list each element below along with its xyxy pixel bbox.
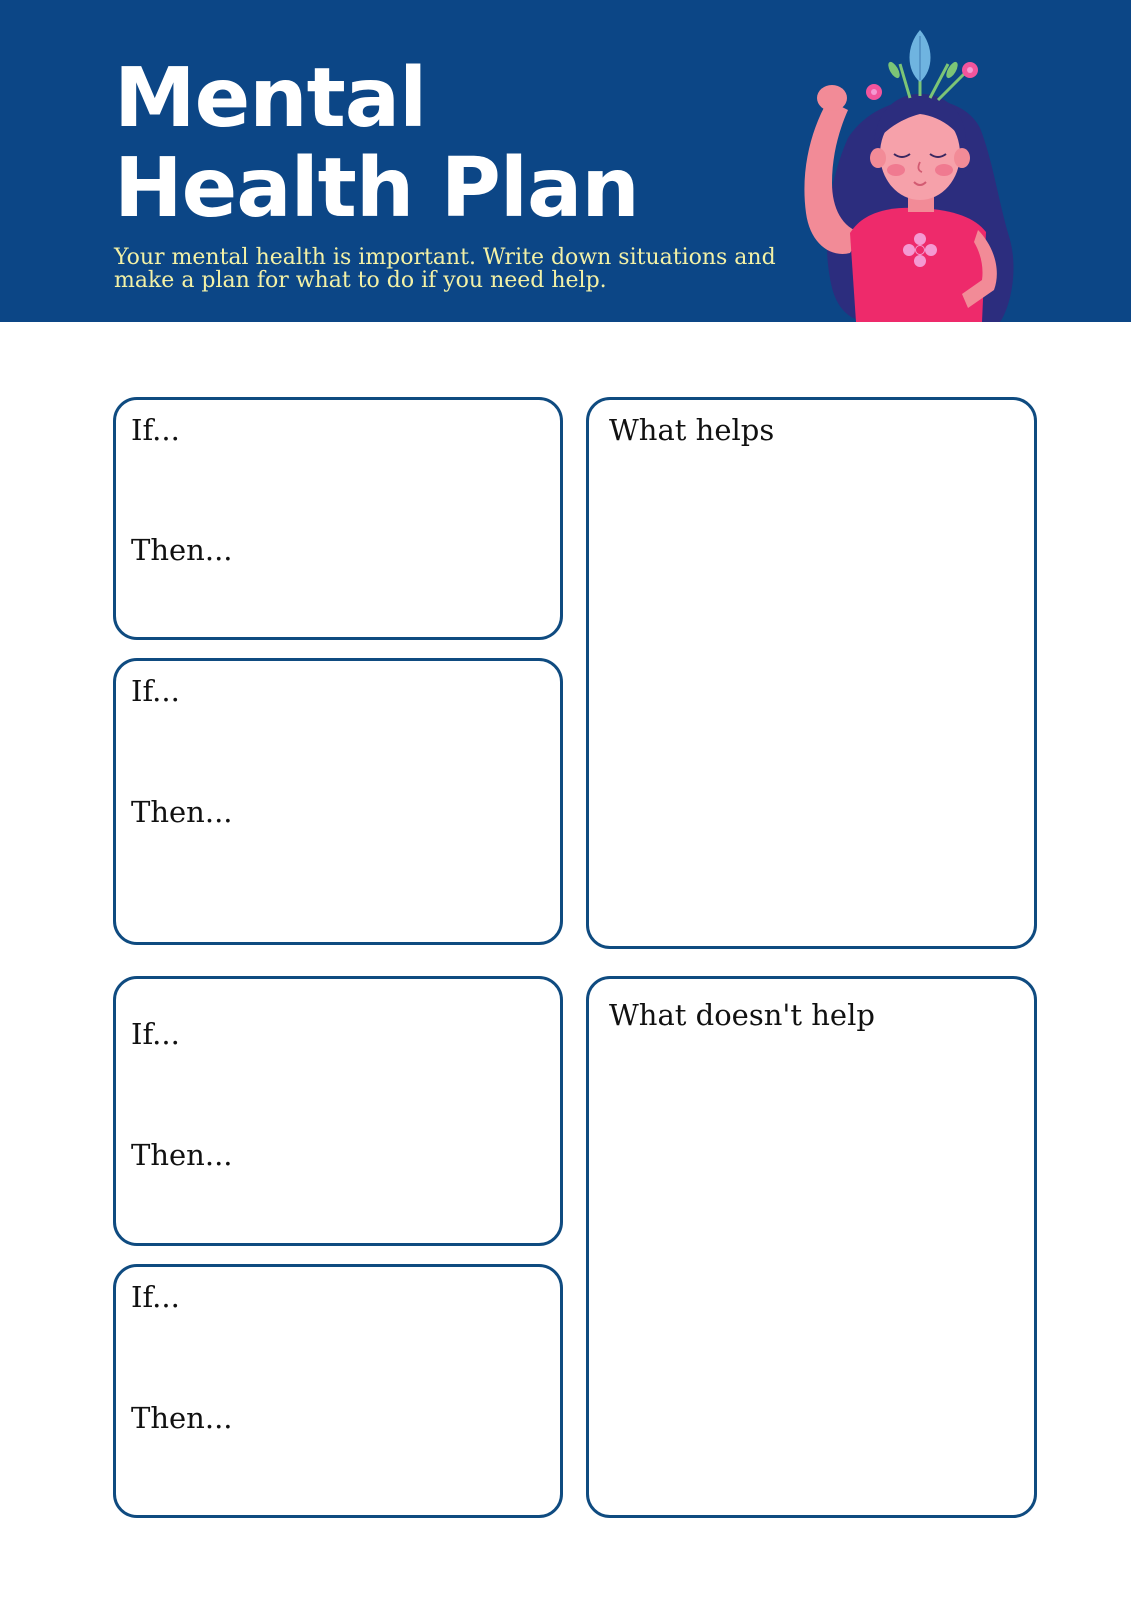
if-label: If... xyxy=(131,1280,180,1314)
page-subtitle: Your mental health is important. Write down situations and make a plan for what to do if you need help. xyxy=(114,245,776,293)
then-label: Then... xyxy=(131,1138,233,1172)
then-label: Then... xyxy=(131,533,233,567)
title-line-2: Health Plan xyxy=(114,141,639,236)
if-then-box[interactable] xyxy=(113,1264,563,1518)
what-helps-label: What helps xyxy=(609,413,775,447)
if-then-box[interactable] xyxy=(113,397,563,640)
what-doesnt-help-label: What doesn't help xyxy=(609,998,875,1032)
if-label: If... xyxy=(131,413,180,447)
page-title xyxy=(114,51,639,236)
if-label: If... xyxy=(131,674,180,708)
what-doesnt-help-box[interactable] xyxy=(586,976,1037,1518)
then-label: Then... xyxy=(131,1401,233,1435)
title-line-1: Mental xyxy=(114,51,427,146)
if-label: If... xyxy=(131,1017,180,1051)
woman-with-flowers-illustration xyxy=(770,18,1050,322)
then-label: Then... xyxy=(131,795,233,829)
what-helps-box[interactable] xyxy=(586,397,1037,949)
if-then-box[interactable] xyxy=(113,658,563,945)
if-then-box[interactable] xyxy=(113,976,563,1246)
header-banner xyxy=(0,0,1131,322)
